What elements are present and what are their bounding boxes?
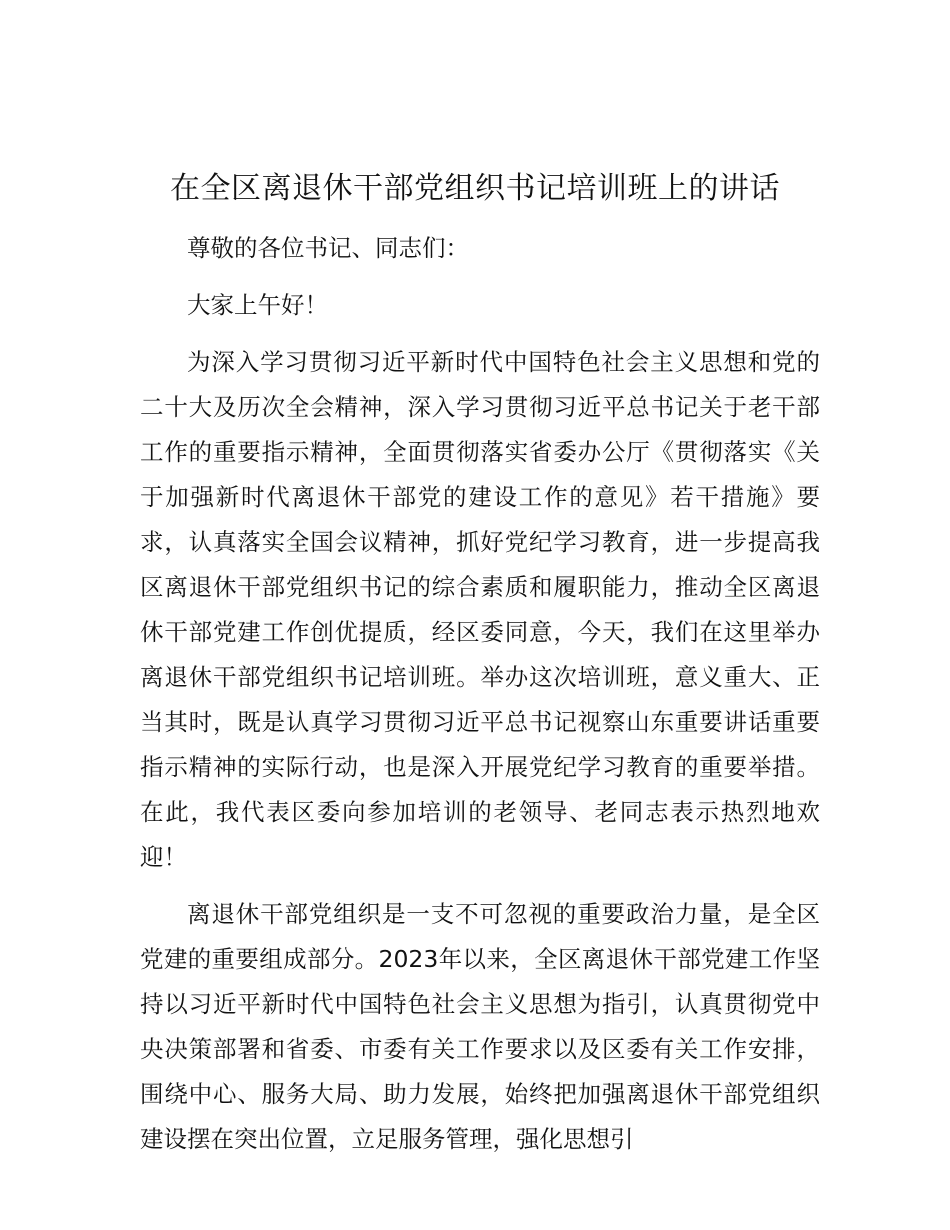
salutation-paragraph: 尊敬的各位书记、同志们： (187, 234, 469, 262)
greeting-paragraph: 大家上午好！ (187, 291, 328, 319)
document-body (140, 226, 820, 1174)
intro-paragraph: 为深入学习贯彻习近平新时代中国特色社会主义思想和党的二十大及历次全会精神，深入学习贯彻习近平总书记关于老干部工作的重要指示精神，全面贯彻落实省委办公厅《贯彻落实《关于加强新时代离退休干部党的建设工作的意见》若干措施》要求，认真落实全国会议精神，抓好党纪学习教育，进一步提高我区离退休干部党组织书记的综合素质和履职能力，推动全区离退休干部党建工作创优提质，经区委同意，今天，我们在这里举办离退休干部党组织书记培训班。举办这次培训班，意义重大、正当其时，既是认真学习贯彻习近平总书记视察山东重要讲话重要指示精神的实际行动，也是深入开展党纪学习教育的重要举措。在此，我代表区委向参加培训的老领导、老同志表示热烈地欢迎！ (140, 348, 820, 871)
body-paragraph: 离退休干部党组织是一支不可忽视的重要政治力量，是全区党建的重要组成部分。2023年以来，全区离退休干部党建工作坚持以习近平新时代中国特色社会主义思想为指引，认真贯彻党中央决策部署和省委、市委有关工作要求以及区委有关工作安排，围绕中心、服务大局、助力发展，始终把加强离退休干部党组织建设摆在突出位置，立足服务管理，强化思想引 (140, 900, 820, 1153)
document-title: 在全区离退休干部党组织书记培训班上的讲话 (170, 171, 780, 206)
